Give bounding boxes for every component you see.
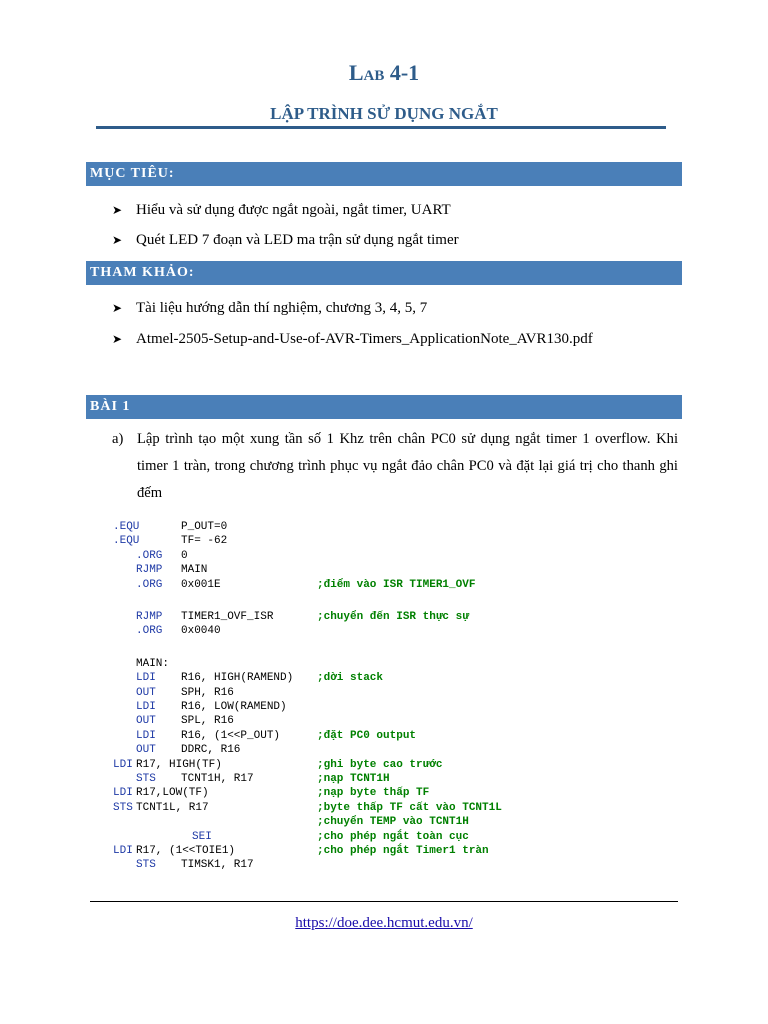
exercise-text: Lập trình tạo một xung tần số 1 Khz trên chân PC0 sử dụng ngắt timer 1 overflow. Khi timer 1 tràn, trong chương trình phục vụ ngắt đảo chân PC0 và đặt lại giá trị cho thanh ghi đếm (137, 431, 678, 501)
code-operand: 0x001E (181, 578, 221, 591)
code-keyword: .EQU (113, 521, 140, 533)
code-keyword: .EQU (113, 535, 140, 548)
bullet-item (112, 298, 427, 318)
bullet-text: Quét LED 7 đoạn và LED ma trận sử dụng ngắt timer (136, 232, 459, 248)
bullet-item (112, 329, 593, 349)
section-header-references: THAM KHẢO: (86, 261, 682, 285)
code-operand: R17, (1<<TOIE1) (136, 845, 236, 857)
code-comment: ;nạp byte thấp TF (317, 787, 430, 800)
lab-subtitle: LẬP TRÌNH SỬ DỤNG NGẮT (270, 104, 498, 123)
code-operand: DDRC, R16 (181, 744, 241, 757)
code-operand: TCNT1H, R17 (181, 773, 254, 785)
bullet-text: Atmel-2505-Setup-and-Use-of-AVR-Timers_ApplicationNote_AVR130.pdf (136, 331, 593, 347)
code-label: MAIN: (136, 657, 170, 670)
code-keyword: LDI (113, 758, 133, 771)
footer-link[interactable]: https://doe.dee.hcmut.edu.vn/ (295, 915, 473, 931)
bullet-item (112, 200, 451, 220)
code-keyword: SEI (192, 830, 212, 843)
code-operand: R17,LOW(TF) (136, 787, 209, 800)
code-keyword: .ORG (136, 625, 163, 638)
code-keyword: STS (136, 773, 156, 785)
title-underline (96, 126, 666, 129)
code-comment: ;chuyển đến ISR thực sự (317, 611, 469, 623)
code-operand: 0x0040 (181, 625, 221, 638)
code-operand: TIMER1_OVF_ISR (181, 611, 274, 623)
code-keyword: RJMP (136, 611, 163, 623)
code-keyword: LDI (136, 701, 156, 713)
lab-title: Lab 4-1 (348, 60, 420, 85)
code-comment: ;cho phép ngắt Timer1 tràn (317, 845, 489, 857)
code-operand: TIMSK1, R17 (181, 859, 254, 872)
bullet-arrow-icon: ➤ (112, 301, 123, 315)
code-keyword: STS (113, 801, 133, 814)
code-keyword: LDI (136, 729, 156, 742)
code-comment: ;byte thấp TF cất vào TCNT1L (317, 801, 502, 814)
bullet-arrow-icon: ➤ (112, 233, 123, 247)
code-comment: ;cho phép ngắt toàn cục (317, 830, 469, 843)
code-operand: P_OUT=0 (181, 521, 228, 533)
code-keyword: LDI (113, 845, 133, 857)
section-header-objectives: MỤC TIÊU: (86, 162, 682, 186)
code-operand: R16, LOW(RAMEND) (181, 701, 287, 713)
code-comment: ;dời stack (317, 672, 384, 685)
bullet-item (112, 230, 459, 250)
code-comment: ;nạp TCNT1H (317, 773, 390, 785)
code-operand: SPH, R16 (181, 686, 234, 699)
code-keyword: OUT (136, 686, 156, 699)
section-header-exercise-1: BÀI 1 (86, 395, 682, 419)
code-keyword: RJMP (136, 564, 163, 577)
code-keyword: .ORG (136, 549, 163, 562)
exercise-label: a) (112, 431, 124, 447)
bullet-text: Tài liệu hướng dẫn thí nghiệm, chương 3, 4, 5, 7 (136, 300, 428, 316)
code-operand: 0 (181, 549, 188, 562)
code-comment: ;chuyển TEMP vào TCNT1H (317, 816, 469, 829)
code-operand: MAIN (181, 564, 208, 577)
code-keyword: OUT (136, 715, 156, 728)
footer-rule (90, 901, 678, 902)
code-operand: R16, HIGH(RAMEND) (181, 672, 294, 685)
code-keyword: STS (136, 859, 156, 872)
code-operand: R17, HIGH(TF) (136, 758, 222, 771)
code-comment: ;ghi byte cao trước (317, 758, 443, 771)
code-operand: TF= -62 (181, 535, 228, 548)
code-operand: TCNT1L, R17 (136, 801, 209, 814)
code-keyword: OUT (136, 744, 156, 757)
code-operand: R16, (1<<P_OUT) (181, 729, 281, 742)
code-keyword: .ORG (136, 578, 163, 591)
exercise-paragraph (112, 426, 678, 507)
code-operand: SPL, R16 (181, 715, 234, 728)
code-comment: ;điểm vào ISR TIMER1_OVF (317, 578, 476, 591)
bullet-arrow-icon: ➤ (112, 203, 123, 217)
code-keyword: LDI (113, 787, 133, 800)
code-keyword: LDI (136, 672, 156, 685)
bullet-arrow-icon: ➤ (112, 332, 123, 346)
bullet-text: Hiểu và sử dụng được ngắt ngoài, ngắt timer, UART (136, 202, 451, 218)
code-comment: ;đặt PC0 output (317, 729, 417, 742)
